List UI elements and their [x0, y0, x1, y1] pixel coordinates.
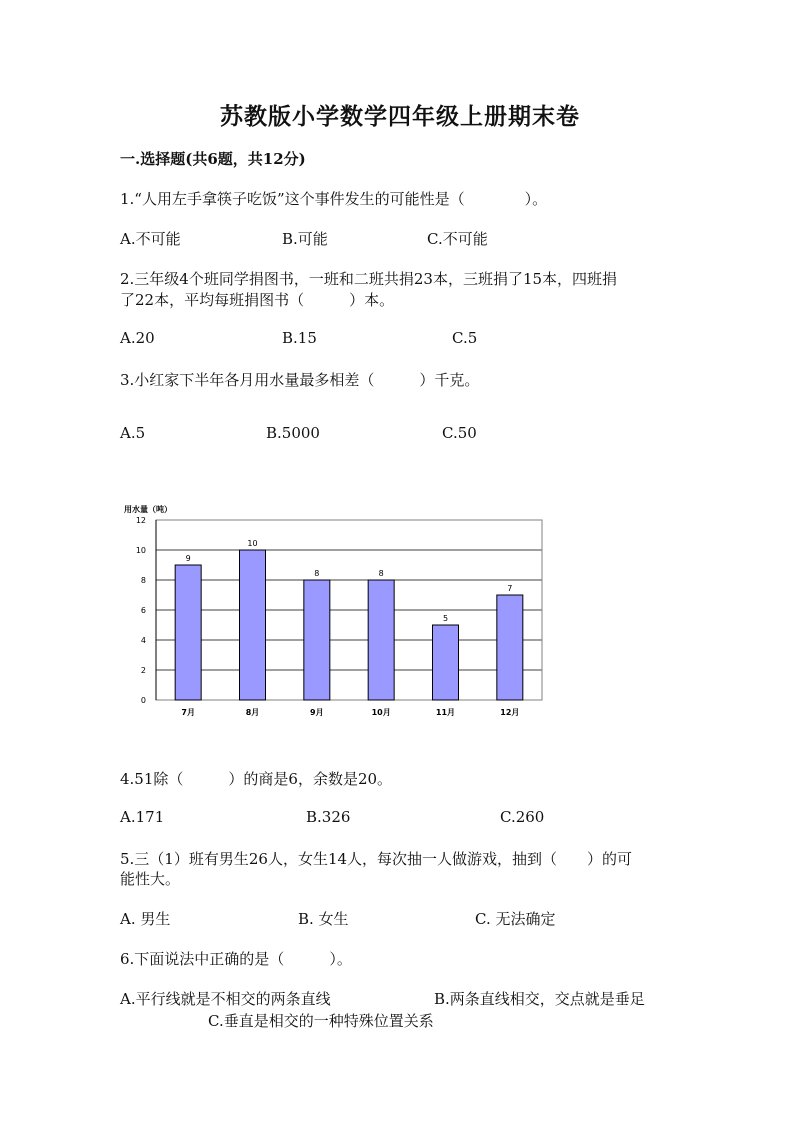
q1-option-b: B.可能 — [282, 230, 328, 248]
bar — [368, 580, 394, 700]
q4-option-b: B.326 — [306, 808, 351, 826]
x-tick-label: 10月 — [371, 708, 391, 717]
q2-option-b: B.15 — [282, 329, 317, 347]
question-5-line-2: 能性大。 — [120, 870, 181, 888]
q5-option-a: A. 男生 — [120, 910, 171, 928]
q3-option-b: B.5000 — [266, 424, 320, 442]
y-tick-label: 4 — [140, 636, 146, 645]
bar — [497, 595, 523, 700]
x-tick-label: 12月 — [500, 708, 520, 717]
x-tick-label: 7月 — [181, 708, 195, 717]
question-2-line-2: 了22本，平均每班捐图书（ ）本。 — [120, 291, 395, 309]
q4-option-a: A.171 — [120, 808, 165, 826]
y-tick-label: 6 — [140, 606, 146, 615]
bar-value-label: 10 — [247, 539, 258, 548]
q6-option-a: A.平行线就是不相交的两条直线 — [120, 990, 331, 1008]
question-1: 1.“人用左手拿筷子吃饭”这个事件发生的可能性是（ ）。 — [120, 190, 548, 208]
bar — [433, 625, 459, 700]
y-axis-label: 用水量（吨） — [124, 505, 172, 514]
q3-option-c: C.50 — [442, 424, 477, 442]
x-tick-label: 11月 — [435, 708, 456, 717]
q3-option-a: A.5 — [120, 424, 146, 442]
q5-option-b: B. 女生 — [298, 910, 349, 928]
question-3: 3.小红家下半年各月用水量最多相差（ ）千克。 — [120, 371, 480, 389]
y-tick-label: 0 — [140, 696, 146, 705]
bar — [240, 550, 266, 700]
q1-option-c: C.不可能 — [427, 230, 488, 248]
q6-option-b: B.两条直线相交，交点就是垂足 — [434, 990, 645, 1008]
question-5-line-1: 5.三（1）班有男生26人，女生14人，每次抽一人做游戏，抽到（ ）的可 — [120, 850, 633, 868]
x-tick-label: 9月 — [310, 708, 324, 717]
bar-value-label: 9 — [185, 554, 191, 563]
question-4: 4.51除（ ）的商是6，余数是20。 — [120, 770, 393, 788]
bar-value-label: 8 — [378, 569, 384, 578]
y-tick-label: 2 — [140, 666, 146, 675]
y-tick-label: 8 — [140, 576, 146, 585]
bar — [175, 565, 201, 700]
q1-option-a: A.不可能 — [120, 230, 181, 248]
y-tick-label: 12 — [135, 516, 146, 525]
q6-option-c: C.垂直是相交的一种特殊位置关系 — [208, 1012, 434, 1030]
water-usage-bar-chart — [118, 500, 558, 728]
bar-value-label: 7 — [507, 584, 513, 593]
page-title: 苏教版小学数学四年级上册期末卷 — [220, 103, 580, 130]
question-6: 6.下面说法中正确的是（ ）。 — [120, 950, 352, 968]
q5-option-c: C. 无法确定 — [475, 910, 556, 928]
bar — [304, 580, 330, 700]
y-tick-label: 10 — [135, 546, 146, 555]
bar-value-label: 8 — [314, 569, 320, 578]
q2-option-c: C.5 — [452, 329, 478, 347]
x-tick-label: 8月 — [245, 708, 260, 717]
question-2-line-1: 2.三年级4个班同学捐图书，一班和二班共捐23本，三班捐了15本，四班捐 — [120, 270, 618, 288]
section-heading: 一.选择题(共6题，共12分) — [120, 150, 306, 168]
q4-option-c: C.260 — [500, 808, 545, 826]
bar-value-label: 5 — [442, 614, 449, 623]
q2-option-a: A.20 — [120, 329, 155, 347]
